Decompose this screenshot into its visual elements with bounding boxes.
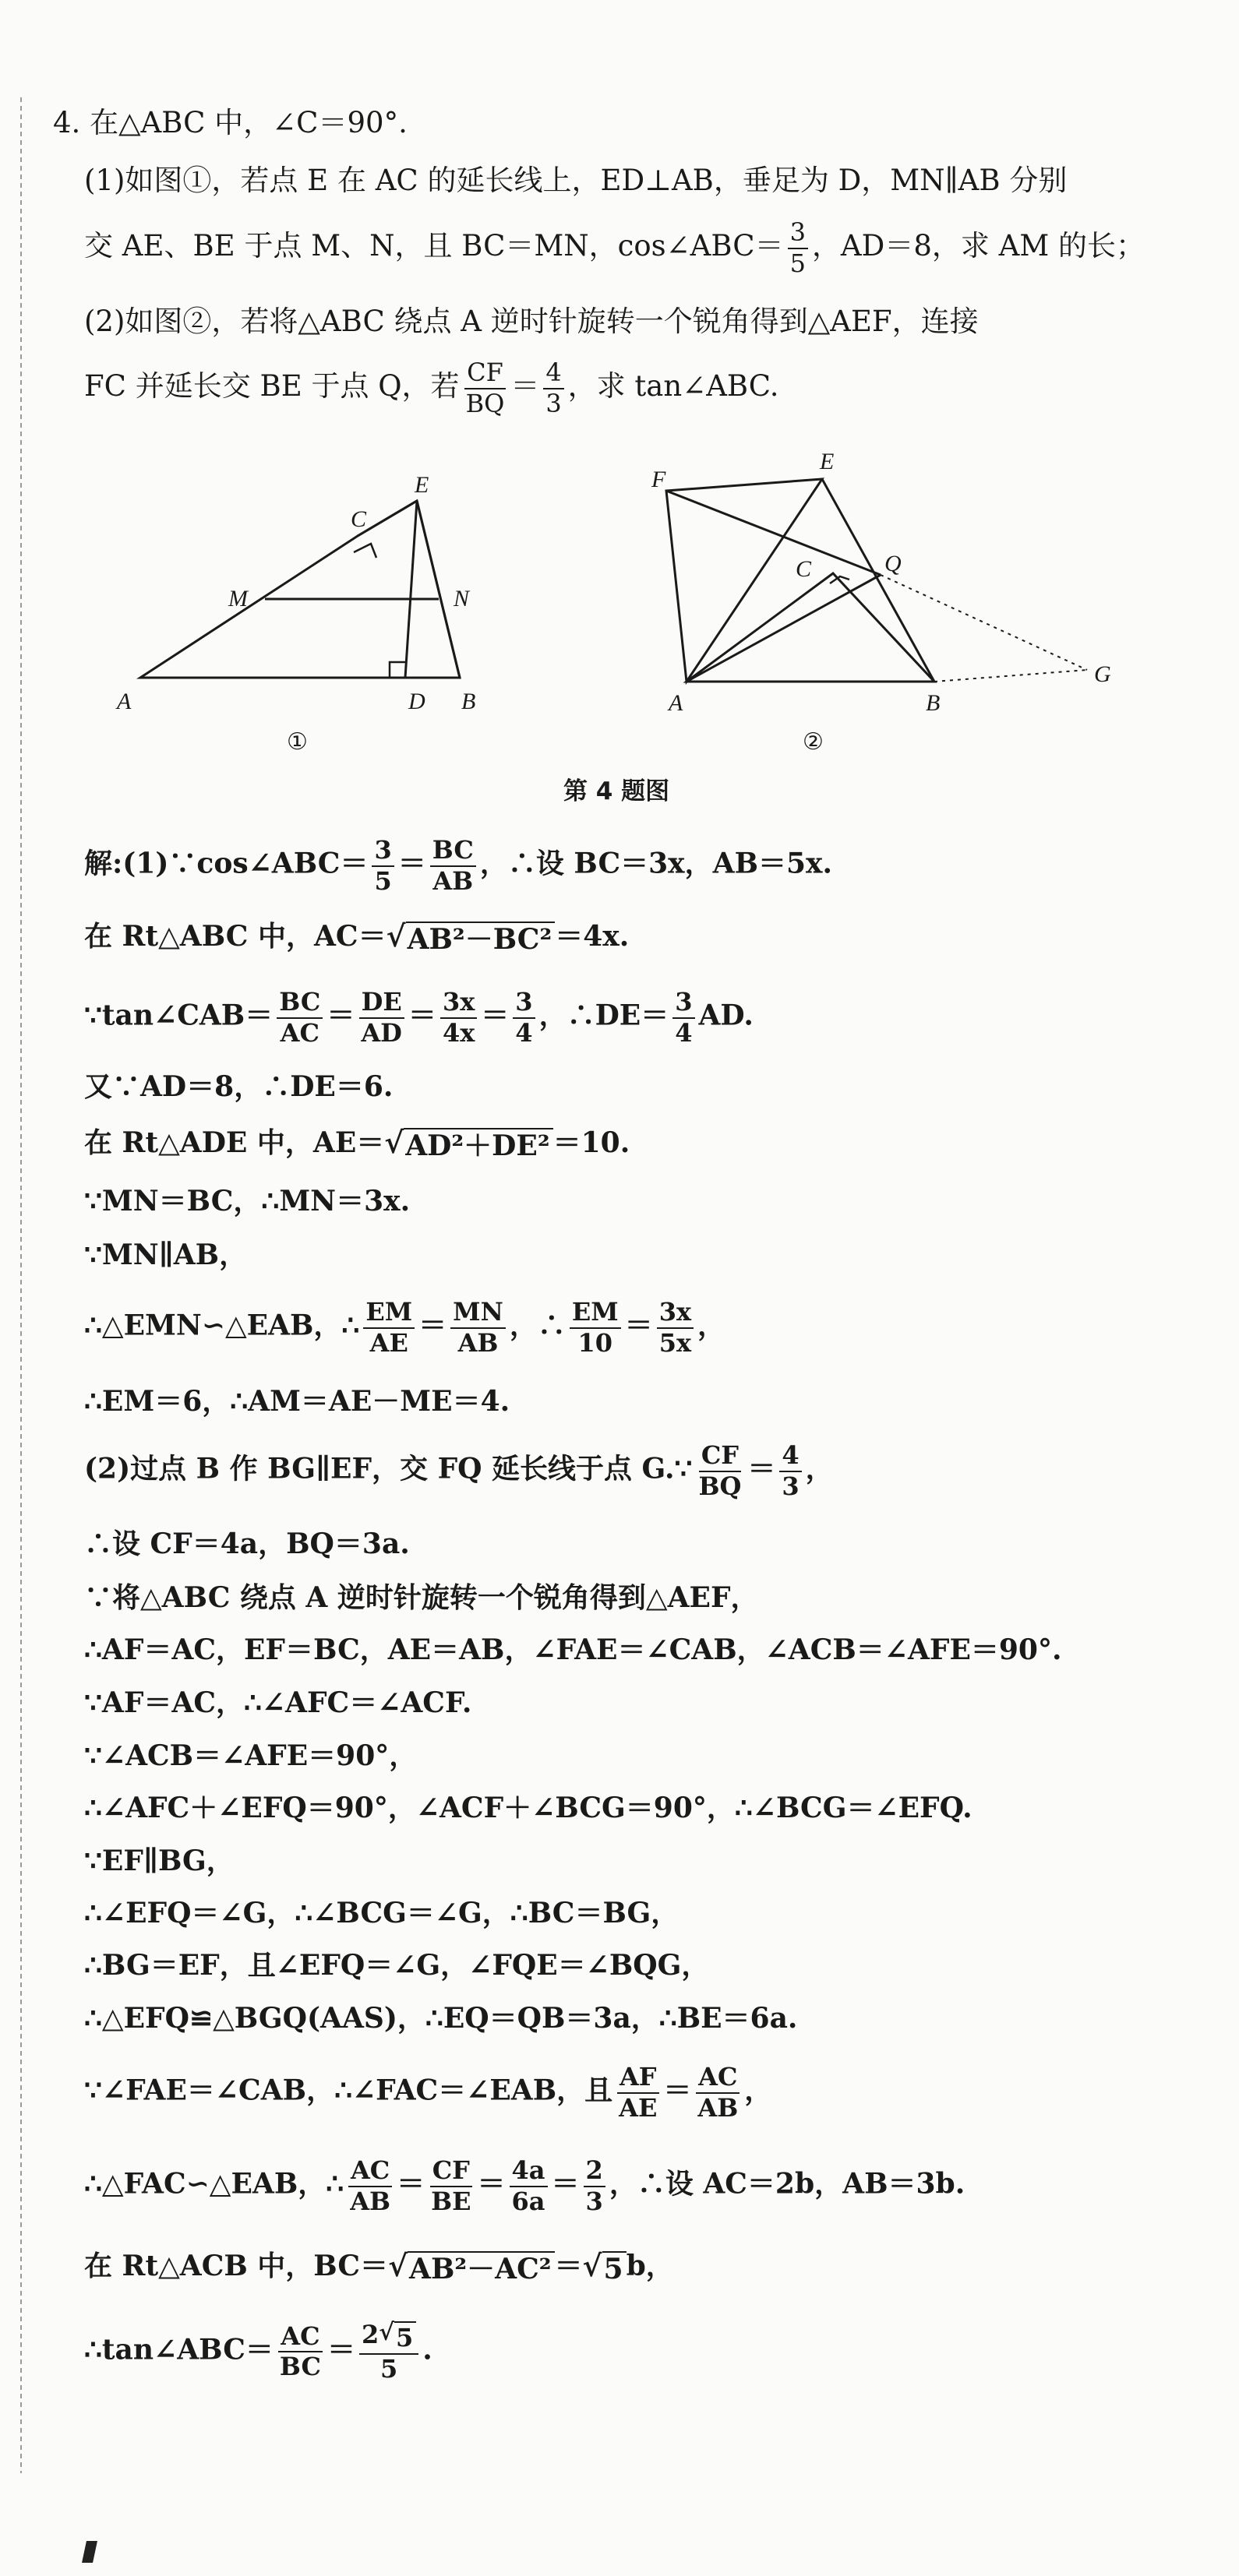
fig2-label-G: G — [1094, 661, 1111, 687]
solution-line-6: ∵MN＝BC，∴MN＝3x. — [84, 1185, 411, 1218]
solution-line-22: ∴△FAC∽△EAB，∴ $\frac{AC}{AB}$ ＝ $\frac{CF}{BE}$ ＝ $\frac{4a}{6a}$ ＝ $\frac{2}{3}$ ，∴设 AC＝2b，AB＝3b. — [84, 2155, 965, 2216]
solution-line-20: ∴△EFQ≌△BGQ(AAS)，∴EQ＝QB＝3a，∴BE＝6a. — [84, 2002, 798, 2035]
solution-line-18: ∴∠EFQ＝∠G，∴∠BCG＝∠G，∴BC＝BG， — [84, 1897, 680, 1929]
square-root: √ AB²－AC² — [388, 2251, 554, 2285]
solution-line-10: (2)过点 B 作 BG∥EF，交 FQ 延长线于点 G.∵ $\frac{CF}{BQ}$ ＝ $\frac{4}{3}$ ， — [84, 1440, 834, 1501]
fraction: $\frac{3}{5}$ — [788, 220, 808, 277]
fig1-label-C: C — [351, 506, 367, 532]
fig1-label-A: A — [117, 689, 132, 714]
problem-stem: 4. 在△ABC 中，∠C＝90°. — [53, 106, 408, 139]
solution-line-14: ∵AF＝AC，∴∠AFC＝∠ACF. — [84, 1686, 472, 1719]
figure-2 — [666, 479, 1087, 682]
geometry-figures — [0, 0, 1239, 779]
solution-line-8: ∴△EMN∽△EAB，∴ $\frac{EM}{AE}$ ＝ $\frac{MN}{AB}$ ，∴ $\frac{EM}{10}$ ＝ $\frac{3x}{5x}$ ， — [84, 1297, 726, 1358]
fig2-label-F: F — [651, 467, 666, 492]
solution-line-1: 解:(1)∵cos∠ABC＝ $\frac{3}{5}$ ＝ $\frac{BC}{AB}$ ，∴设 BC＝3x，AB＝5x. — [84, 835, 833, 896]
solution-line-2: 在 Rt△ABC 中，AC＝ √ AB²－BC² ＝4x. — [84, 918, 630, 957]
square-root: √ 5 — [583, 2251, 627, 2285]
solution-line-5: 在 Rt△ADE 中，AE＝ √ AD²＋DE² ＝10. — [84, 1125, 630, 1163]
fig1-label-M: M — [228, 586, 248, 611]
fig2-tag: ② — [803, 729, 824, 755]
fig1-tag: ① — [287, 729, 308, 755]
fraction: $\frac{4}{3}$ — [543, 360, 563, 417]
fig1-label-E: E — [415, 472, 429, 498]
solution-line-21: ∵∠FAE＝∠CAB，∴∠FAC＝∠EAB，且 $\frac{AF}{AE}$ ＝ $\frac{AC}{AB}$ ， — [84, 2062, 773, 2123]
fig1-label-D: D — [408, 689, 425, 714]
solution-line-4: 又∵AD＝8，∴DE＝6. — [84, 1070, 394, 1103]
solution-line-12: ∵将△ABC 绕点 A 逆时针旋转一个锐角得到△AEF， — [84, 1581, 759, 1614]
problem-part2-line1: (2)如图②，若将△ABC 绕点 A 逆时针旋转一个锐角得到△AEF，连接 — [84, 305, 979, 338]
fig2-label-A: A — [669, 690, 683, 716]
solution-line-13: ∴AF＝AC，EF＝BC，AE＝AB，∠FAE＝∠CAB，∠ACB＝∠AFE＝90°. — [84, 1633, 1062, 1666]
solution-line-24: ∴tan∠ABC＝ $\frac{AC}{BC}$ ＝ 2 √ 5 5 . — [84, 2319, 432, 2384]
fig2-label-E: E — [820, 449, 835, 474]
fraction: $\frac{CF}{BQ}$ — [465, 358, 505, 418]
figure-1 — [140, 501, 460, 678]
fig1-label-B: B — [461, 689, 476, 714]
fig1-label-N: N — [454, 586, 470, 611]
fig2-label-C: C — [796, 556, 812, 582]
square-root: √ AB²－BC² — [387, 922, 556, 956]
solution-line-19: ∴BG＝EF，且∠EFQ＝∠G，∠FQE＝∠BQG， — [84, 1949, 710, 1982]
solution-line-23: 在 Rt△ACB 中，BC＝ √ AB²－AC² ＝ √ 5 b， — [84, 2248, 674, 2286]
solution-line-17: ∵EF∥BG， — [84, 1845, 235, 1877]
solution-line-7: ∵MN∥AB， — [84, 1239, 248, 1271]
solution-line-16: ∴∠AFC＋∠EFQ＝90°，∠ACF＋∠BCG＝90°，∴∠BCG＝∠EFQ. — [84, 1792, 972, 1824]
figure-1-labels — [115, 472, 475, 755]
solution-line-15: ∵∠ACB＝∠AFE＝90°， — [84, 1739, 418, 1772]
solution-line-11: ∴设 CF＝4a，BQ＝3a. — [84, 1528, 410, 1560]
solution-line-3: ∵tan∠CAB＝ $\frac{BC}{AC}$ ＝ $\frac{DE}{AD}$ ＝ $\frac{3x}{4x}$ ＝ $\frac{3}{4}$ ，∴DE＝ $\frac{3}{4}$ AD. — [84, 987, 754, 1048]
figure-2-labels — [651, 449, 1111, 755]
page-corner-mark — [82, 2541, 97, 2563]
square-root: √ AD²＋DE² — [384, 1128, 552, 1162]
problem-part1-line2: 交 AE、BE 于点 M、N，且 BC＝MN，cos∠ABC＝ $\frac{3}{5}$ ，AD＝8，求 AM 的长； — [84, 217, 1145, 278]
fig2-label-B: B — [926, 690, 941, 716]
problem-part2-line2: FC 并延长交 BE 于点 Q，若 $\frac{CF}{BQ}$ ＝ $\frac{4}{3}$ ，求 tan∠ABC. — [84, 358, 779, 418]
fig2-label-Q: Q — [884, 551, 902, 576]
solution-line-9: ∴EM＝6，∴AM＝AE－ME＝4. — [84, 1385, 510, 1418]
problem-part1-line1: (1)如图①，若点 E 在 AC 的延长线上，ED⊥AB，垂足为 D，MN∥AB 分别 — [84, 164, 1068, 197]
figure-caption: 第 4 题图 — [563, 777, 670, 805]
